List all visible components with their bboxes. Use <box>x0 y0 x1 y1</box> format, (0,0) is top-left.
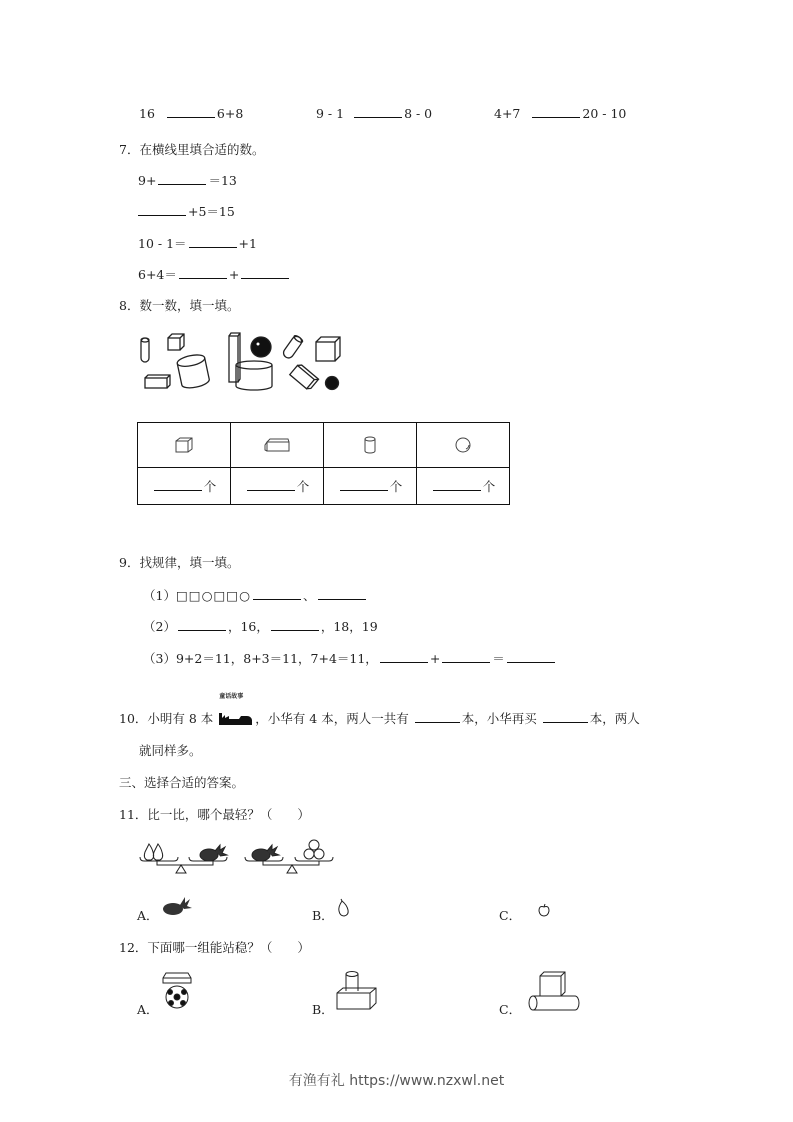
q10-line-2: 就同样多。 <box>139 743 202 758</box>
cylinder-on-cuboid-icon <box>334 968 380 1012</box>
text: 本，两人 <box>589 711 640 726</box>
cube-icon <box>174 436 194 454</box>
q9-title: 9．找规律，填一填。 <box>119 555 240 570</box>
q7-line-3 <box>138 234 257 252</box>
text: ，16， <box>227 619 269 634</box>
cuboid-icon <box>145 375 170 388</box>
q11-option-b[interactable] <box>312 906 334 924</box>
solids-picture <box>137 328 352 398</box>
text: + <box>228 267 240 282</box>
answer-blank[interactable] <box>154 489 202 491</box>
book-caption: 童话故事 <box>219 693 244 700</box>
cuboid-icon <box>263 437 291 453</box>
text: 10 - 1＝ <box>138 236 187 251</box>
q7-line-4 <box>138 265 291 283</box>
answer-blank[interactable] <box>179 277 227 279</box>
answer-blank[interactable] <box>271 629 319 631</box>
footer-watermark: 有渔有礼 https://www.nzxwl.net <box>288 1073 505 1089</box>
q12-title: 12．下面哪一组能站稳？（ ） <box>119 940 310 955</box>
q9-part-1 <box>143 586 368 604</box>
apple-icon <box>537 903 551 917</box>
text: 本，小华再买 <box>461 711 537 726</box>
compare-left: 16 <box>139 106 155 121</box>
section-3-title: 三、选择合适的答案。 <box>119 775 245 790</box>
text: ，18，19 <box>320 619 378 634</box>
q8-title: 8．数一数，填一填。 <box>119 298 240 313</box>
compare-left: 4+7 <box>494 106 521 121</box>
shape-count-table <box>137 422 510 505</box>
text: +1 <box>238 236 257 251</box>
answer-blank[interactable] <box>543 721 588 723</box>
answer-blank[interactable] <box>507 661 555 663</box>
balance-scale-icon <box>245 840 333 873</box>
cylinder-icon <box>363 435 377 455</box>
header-cuboid <box>231 423 324 468</box>
q7-line-2 <box>138 202 235 220</box>
compare-left: 9 - 1 <box>316 106 345 121</box>
cube-icon <box>316 337 340 361</box>
count-cuboid <box>231 468 324 505</box>
pear-icon <box>336 897 350 917</box>
q11-title: 11．比一比，哪个最轻？（ ） <box>119 807 310 822</box>
compare-right: 20 - 10 <box>582 106 627 121</box>
q12-option-c[interactable] <box>499 1000 521 1018</box>
part-label: （3） <box>143 651 176 666</box>
answer-blank[interactable] <box>442 661 490 663</box>
text: 6+4＝ <box>138 267 177 282</box>
text: +5＝15 <box>188 204 235 219</box>
q9-part-2 <box>143 617 378 635</box>
option-label: C． <box>499 1002 522 1017</box>
count-cylinder <box>324 468 417 505</box>
unit-label: 个 <box>389 479 403 494</box>
header-cube <box>138 423 231 468</box>
text: 、 <box>303 588 316 603</box>
balance-scales-picture <box>137 836 347 878</box>
q11-option-c[interactable] <box>499 906 521 924</box>
compare-right: 6+8 <box>216 106 244 121</box>
unit-label: 个 <box>482 479 496 494</box>
compare-item-3 <box>494 106 626 121</box>
compare-item-2 <box>316 106 432 121</box>
answer-blank[interactable] <box>433 489 481 491</box>
q12-option-b[interactable] <box>312 1000 334 1018</box>
answer-blank[interactable] <box>167 116 215 118</box>
compare-item-1 <box>139 106 243 121</box>
part-label: （1） <box>143 588 176 603</box>
cylinder-icon <box>282 334 304 359</box>
answer-blank[interactable] <box>253 598 301 600</box>
cube-icon <box>168 334 184 350</box>
block-on-ball-icon <box>160 970 194 1012</box>
cuboid-icon <box>229 333 240 382</box>
text: 9+ <box>138 173 157 188</box>
storybook-icon <box>217 693 255 725</box>
unit-label: 个 <box>203 479 217 494</box>
text: ，小华有 4 本，两人一共有 <box>255 711 409 726</box>
option-label: C． <box>499 908 522 923</box>
part-label: （2） <box>143 619 176 634</box>
option-label: B． <box>312 908 334 923</box>
cube-on-cylinder-icon <box>523 968 583 1012</box>
cylinder-icon <box>141 338 149 362</box>
cylinder-icon <box>236 361 272 390</box>
count-sphere <box>417 468 510 505</box>
q11-option-a[interactable] <box>137 906 159 924</box>
text: + <box>429 651 441 666</box>
answer-blank[interactable] <box>158 183 206 185</box>
answer-blank[interactable] <box>178 629 226 631</box>
unit-label: 个 <box>296 479 310 494</box>
option-label: A． <box>137 908 159 923</box>
sphere-icon <box>454 436 472 454</box>
q9-part-3 <box>143 649 557 667</box>
text: 10．小明有 8 本 <box>119 711 214 726</box>
q7-title: 7．在横线里填合适的数。 <box>119 142 265 157</box>
cuboid-icon <box>290 363 319 391</box>
balance-scale-icon <box>140 844 227 873</box>
answer-blank[interactable] <box>380 661 428 663</box>
cylinder-icon <box>176 353 210 390</box>
option-label: A． <box>137 1002 159 1017</box>
sphere-icon <box>251 337 271 357</box>
answer-blank[interactable] <box>241 277 289 279</box>
text: 9+2＝11，8+3＝11，7+4＝11， <box>175 651 378 666</box>
header-cylinder <box>324 423 417 468</box>
q10-line-1 <box>119 693 640 727</box>
answer-blank[interactable] <box>415 721 460 723</box>
answer-blank[interactable] <box>340 489 388 491</box>
answer-blank[interactable] <box>318 598 366 600</box>
answer-blank[interactable] <box>138 214 186 216</box>
pineapple-icon <box>162 895 192 917</box>
text: ＝ <box>492 651 505 666</box>
answer-blank[interactable] <box>189 246 237 248</box>
sphere-icon <box>326 377 339 390</box>
pattern-sequence: □□○□□○ <box>175 588 252 603</box>
answer-blank[interactable] <box>532 116 580 118</box>
compare-right: 8 - 0 <box>404 106 433 121</box>
answer-blank[interactable] <box>247 489 295 491</box>
header-sphere <box>417 423 510 468</box>
q7-line-1 <box>138 171 237 189</box>
answer-blank[interactable] <box>354 116 402 118</box>
q12-option-a[interactable] <box>137 1000 159 1018</box>
count-cube <box>138 468 231 505</box>
option-label: B． <box>312 1002 334 1017</box>
text: ＝13 <box>208 173 237 188</box>
